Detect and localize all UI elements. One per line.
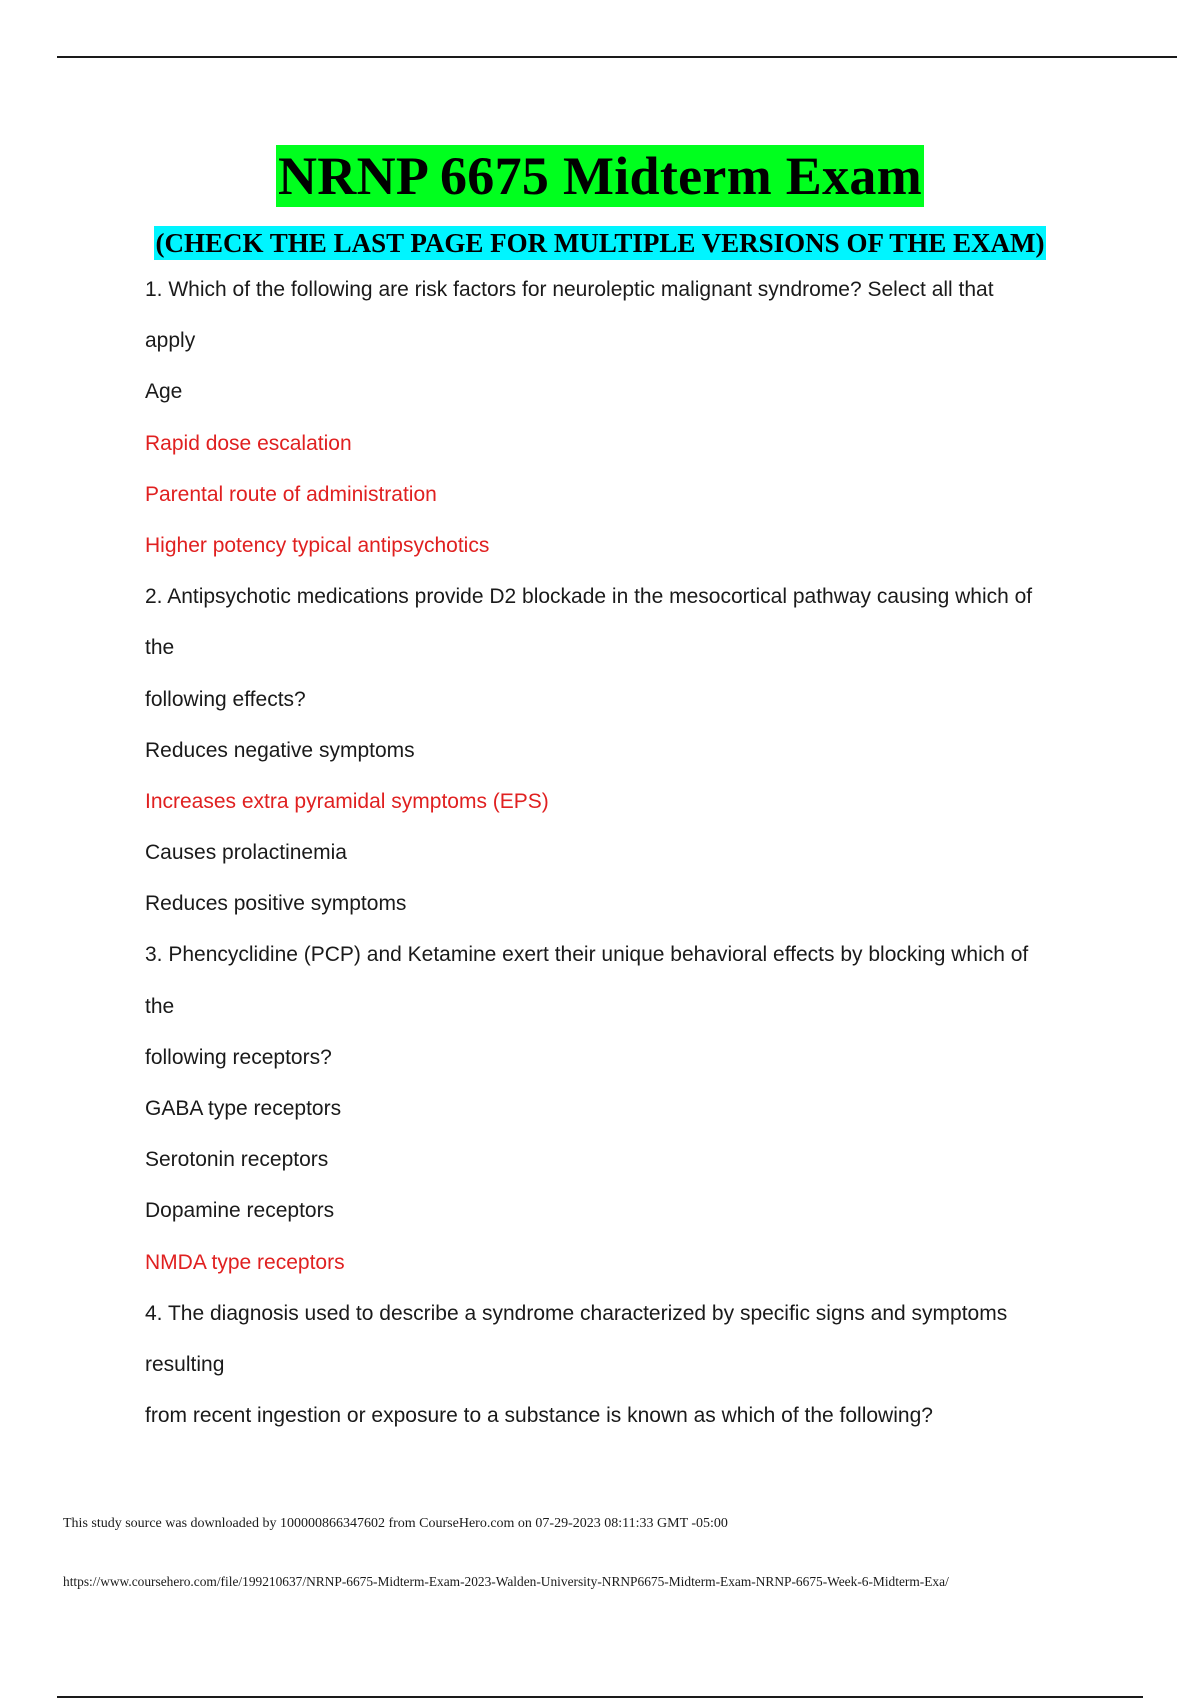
question-3-line-2: the <box>145 994 175 1018</box>
question-3-line-3: following receptors? <box>145 1045 332 1069</box>
question-2-option-4: Reduces positive symptoms <box>145 892 407 916</box>
question-1-line-2: apply <box>145 329 196 353</box>
question-1-option-1: Age <box>145 380 183 404</box>
question-2-option-2-correct: Increases extra pyramidal symptoms (EPS) <box>145 789 549 813</box>
question-1-line-1: 1. Which of the following are risk factors for neuroleptic malignant syndrome? Select all that <box>145 278 994 301</box>
question-3-line-1: 3. Phencyclidine (PCP) and Ketamine exert their unique behavioral effects by blocking which of <box>145 943 1029 967</box>
bottom-rule <box>57 1696 1143 1698</box>
question-3-option-3: Dopamine receptors <box>145 1199 335 1223</box>
question-4-line-3: from recent ingestion or exposure to a substance is known as which of the following? <box>145 1404 933 1428</box>
top-rule <box>57 56 1177 58</box>
question-3-option-1: GABA type receptors <box>145 1097 342 1120</box>
title-container <box>0 145 1200 207</box>
question-2-line-3: following effects? <box>145 687 306 711</box>
question-4-line-1: 4. The diagnosis used to describe a syndrome characterized by specific signs and symptoms <box>145 1301 1008 1325</box>
document-subtitle: (CHECK THE LAST PAGE FOR MULTIPLE VERSIONS OF THE EXAM) <box>155 228 1045 258</box>
question-2-line-1: 2. Antipsychotic medications provide D2 blockade in the mesocortical pathway causing which of <box>145 585 1033 609</box>
question-4-line-2: resulting <box>145 1352 225 1376</box>
question-2-option-3: Causes prolactinemia <box>145 841 347 865</box>
question-2-line-2: the <box>145 636 175 660</box>
footer-url[interactable]: https://www.coursehero.com/file/199210637/NRNP-6675-Midterm-Exam-2023-Walden-University-NRNP6675-Midterm-Exam-NRNP-6675-Week-6-Midterm-Exa/ <box>63 1574 949 1589</box>
subtitle-container <box>0 226 1200 260</box>
question-list <box>145 270 1125 1447</box>
question-3-option-2: Serotonin receptors <box>145 1148 329 1172</box>
question-1-option-3-correct: Parental route of administration <box>145 482 437 506</box>
footer-source-notice: This study source was downloaded by 100000866347602 from CourseHero.com on 07-29-2023 08:11:33 GMT -05:00 <box>63 1516 728 1531</box>
question-1-option-2-correct: Rapid dose escalation <box>145 431 352 455</box>
question-2-option-1: Reduces negative symptoms <box>145 738 415 762</box>
question-1-option-4-correct: Higher potency typical antipsychotics <box>145 533 490 557</box>
question-3-option-4-correct: NMDA type receptors <box>145 1250 345 1274</box>
document-title: NRNP 6675 Midterm Exam <box>277 146 922 206</box>
